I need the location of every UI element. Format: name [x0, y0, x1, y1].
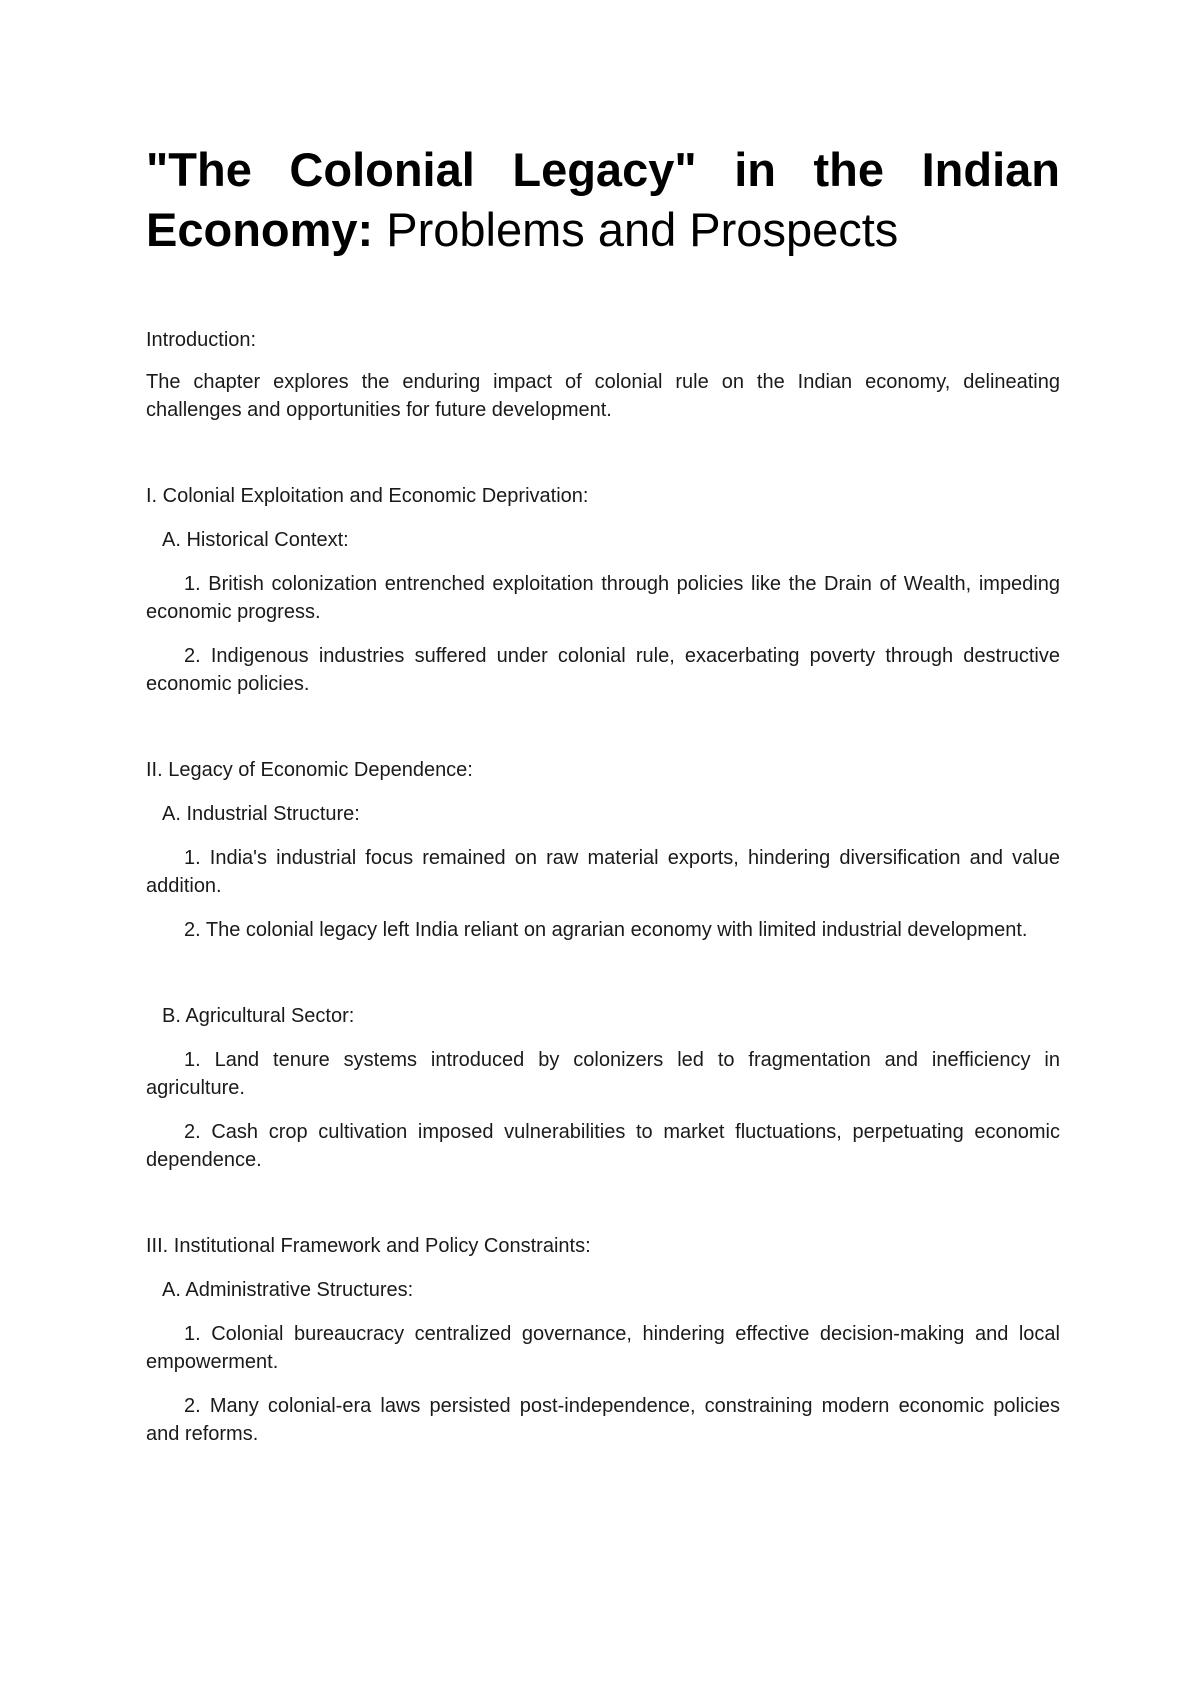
subsection-heading: A. Industrial Structure:	[162, 803, 360, 825]
intro-label: Introduction:	[146, 329, 257, 351]
document-title	[146, 140, 1060, 260]
list-item: 2. The colonial legacy left India reliant on agrarian economy with limited industrial development.	[184, 919, 1028, 941]
list-item: 1. Land tenure systems introduced by colonizers led to fragmentation and inefficiency in agriculture.	[146, 1049, 1060, 1099]
list-item: 2. Indigenous industries suffered under colonial rule, exacerbating poverty through destructive economic policies.	[146, 645, 1060, 695]
title-subtitle: Problems and Prospects	[386, 203, 899, 256]
section-heading: II. Legacy of Economic Dependence:	[146, 759, 473, 781]
subsection-heading: A. Historical Context:	[162, 529, 349, 551]
title-bold: "The Colonial Legacy" in the Indian Economy:	[146, 143, 1060, 256]
list-item: 1. Colonial bureaucracy centralized governance, hindering effective decision-making and local empowerment.	[146, 1323, 1060, 1373]
section-heading: I. Colonial Exploitation and Economic Deprivation:	[146, 485, 589, 507]
section-heading: III. Institutional Framework and Policy Constraints:	[146, 1235, 591, 1257]
subsection-heading: A. Administrative Structures:	[162, 1279, 414, 1301]
list-item: 1. India's industrial focus remained on raw material exports, hindering diversification and value addition.	[146, 847, 1060, 897]
list-item: 2. Cash crop cultivation imposed vulnerabilities to market fluctuations, perpetuating economic dependence.	[146, 1121, 1060, 1171]
document-page	[146, 140, 1060, 1448]
list-item: 1. British colonization entrenched exploitation through policies like the Drain of Wealth, impeding economic progress.	[146, 573, 1060, 623]
subsection-heading: B. Agricultural Sector:	[162, 1005, 355, 1027]
intro-paragraph: The chapter explores the enduring impact of colonial rule on the Indian economy, delineating challenges and opportunities for future development.	[146, 371, 1060, 421]
list-item: 2. Many colonial-era laws persisted post-independence, constraining modern economic policies and reforms.	[146, 1395, 1060, 1445]
